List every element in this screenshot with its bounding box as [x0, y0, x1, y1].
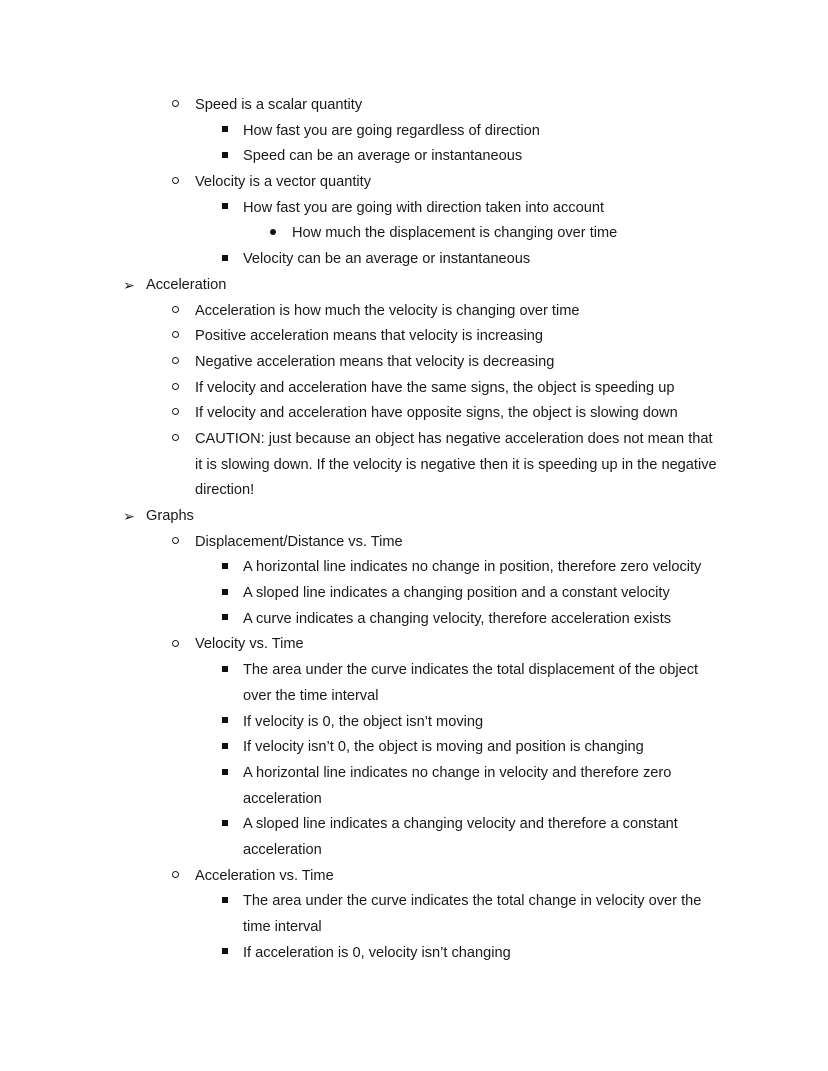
outline-item-text: direction!: [195, 482, 255, 499]
outline-item-text: The area under the curve indicates the total change in velocity over the: [243, 893, 702, 910]
outline-continuation-line: [0, 787, 828, 813]
outline-item-text: over the time interval: [243, 687, 379, 704]
square-bullet-icon: [218, 196, 232, 222]
outline-item-text: If acceleration is 0, velocity isn’t changing: [243, 944, 511, 961]
dot-bullet-icon: [266, 221, 280, 247]
outline-item-level-2: [0, 658, 828, 684]
hollow-circle-bullet-icon: [168, 427, 182, 453]
square-bullet-icon: [218, 555, 232, 581]
outline-continuation-line: [0, 838, 828, 864]
outline-item-level-1: [0, 376, 828, 402]
hollow-circle-bullet-icon: [168, 350, 182, 376]
outline-item-level-2: [0, 710, 828, 736]
outline-item-text: Acceleration: [146, 276, 227, 293]
outline-item-level-0: [0, 273, 828, 299]
hollow-circle-bullet-icon: [168, 530, 182, 556]
square-bullet-icon: [218, 119, 232, 145]
outline-item-level-1: [0, 632, 828, 658]
outline-item-level-2: [0, 247, 828, 273]
outline-item-text: A horizontal line indicates no change in position, therefore zero velocity: [243, 559, 702, 576]
outline-item-level-1: [0, 324, 828, 350]
outline-item-text: Acceleration vs. Time: [195, 867, 334, 884]
outline-item-level-2: [0, 581, 828, 607]
square-bullet-icon: [218, 889, 232, 915]
outline-item-text: A sloped line indicates a changing position and a constant velocity: [243, 585, 670, 602]
outline-item-text: Velocity vs. Time: [195, 636, 304, 653]
hollow-circle-bullet-icon: [168, 170, 182, 196]
outline-item-text: Speed can be an average or instantaneous: [243, 148, 523, 165]
square-bullet-icon: [218, 761, 232, 787]
outline-continuation-line: [0, 453, 828, 479]
outline-item-text: A horizontal line indicates no change in velocity and therefore zero: [243, 764, 672, 781]
outline-item-level-1: [0, 93, 828, 119]
outline-item-text: Negative acceleration means that velocity is decreasing: [195, 353, 555, 370]
outline-item-text: How much the displacement is changing over time: [292, 225, 618, 242]
square-bullet-icon: [218, 941, 232, 967]
outline-item-text: If velocity and acceleration have opposite signs, the object is slowing down: [195, 405, 678, 422]
outline-item-text: A sloped line indicates a changing velocity and therefore a constant: [243, 816, 678, 833]
outline-item-text: Displacement/Distance vs. Time: [195, 533, 403, 550]
square-bullet-icon: [218, 247, 232, 273]
outline-item-level-0: [0, 504, 828, 530]
outline-item-level-1: [0, 170, 828, 196]
outline-continuation-line: [0, 915, 828, 941]
outline-continuation-line: [0, 478, 828, 504]
hollow-circle-bullet-icon: [168, 299, 182, 325]
arrow-bullet-icon: ➢: [123, 276, 135, 293]
outline-item-level-1: [0, 427, 828, 453]
square-bullet-icon: [218, 735, 232, 761]
outline-item-text: How fast you are going with direction taken into account: [243, 199, 604, 216]
outline-item-level-2: [0, 761, 828, 787]
outline-item-text: A curve indicates a changing velocity, therefore acceleration exists: [243, 610, 672, 627]
hollow-circle-bullet-icon: [168, 864, 182, 890]
outline-item-level-1: [0, 299, 828, 325]
square-bullet-icon: [218, 581, 232, 607]
outline-item-text: Positive acceleration means that velocity is increasing: [195, 328, 543, 345]
outline-continuation-line: [0, 684, 828, 710]
square-bullet-icon: [218, 812, 232, 838]
hollow-circle-bullet-icon: [168, 93, 182, 119]
outline-item-text: The area under the curve indicates the total displacement of the object: [243, 662, 699, 679]
outline-item-text: Velocity is a vector quantity: [195, 174, 372, 191]
outline-item-text: Acceleration is how much the velocity is changing over time: [195, 302, 580, 319]
outline-item-text: Speed is a scalar quantity: [195, 97, 363, 113]
outline-item-text: If velocity isn’t 0, the object is moving and position is changing: [243, 739, 644, 756]
outline-item-text: acceleration: [243, 841, 322, 858]
square-bullet-icon: [218, 658, 232, 684]
arrow-bullet-icon: ➢: [123, 508, 135, 524]
square-bullet-icon: [218, 144, 232, 170]
outline-item-level-2: [0, 119, 828, 145]
hollow-circle-bullet-icon: [168, 401, 182, 427]
outline-item-text: Graphs: [146, 508, 194, 524]
square-bullet-icon: [218, 710, 232, 736]
outline-item-level-2: [0, 196, 828, 222]
hollow-circle-bullet-icon: [168, 376, 182, 402]
outline-item-text: time interval: [243, 919, 322, 935]
outline-item-level-3: [0, 221, 828, 247]
outline-item-text: it is slowing down. If the velocity is negative then it is speeding up in the negative: [195, 456, 717, 473]
hollow-circle-bullet-icon: [168, 632, 182, 658]
square-bullet-icon: [218, 607, 232, 633]
outline-item-level-2: [0, 144, 828, 170]
outline-item-level-2: [0, 812, 828, 838]
outline-item-text: CAUTION: just because an object has negative acceleration does not mean that: [195, 430, 713, 447]
outline-item-text: If velocity is 0, the object isn’t moving: [243, 713, 484, 730]
outline-item-level-1: [0, 401, 828, 427]
outline-item-level-2: [0, 889, 828, 915]
outline-item-text: Velocity can be an average or instantaneous: [243, 251, 531, 268]
outline-item-text: acceleration: [243, 790, 322, 807]
outline-item-level-1: [0, 350, 828, 376]
outline-item-level-1: [0, 864, 828, 890]
notes-outline: [0, 93, 828, 966]
outline-item-level-2: [0, 607, 828, 633]
outline-item-level-2: [0, 941, 828, 967]
hollow-circle-bullet-icon: [168, 324, 182, 350]
outline-item-text: If velocity and acceleration have the same signs, the object is speeding up: [195, 379, 675, 396]
outline-item-level-2: [0, 735, 828, 761]
outline-item-level-2: [0, 555, 828, 581]
outline-item-text: How fast you are going regardless of direction: [243, 122, 540, 139]
outline-item-level-1: [0, 530, 828, 556]
